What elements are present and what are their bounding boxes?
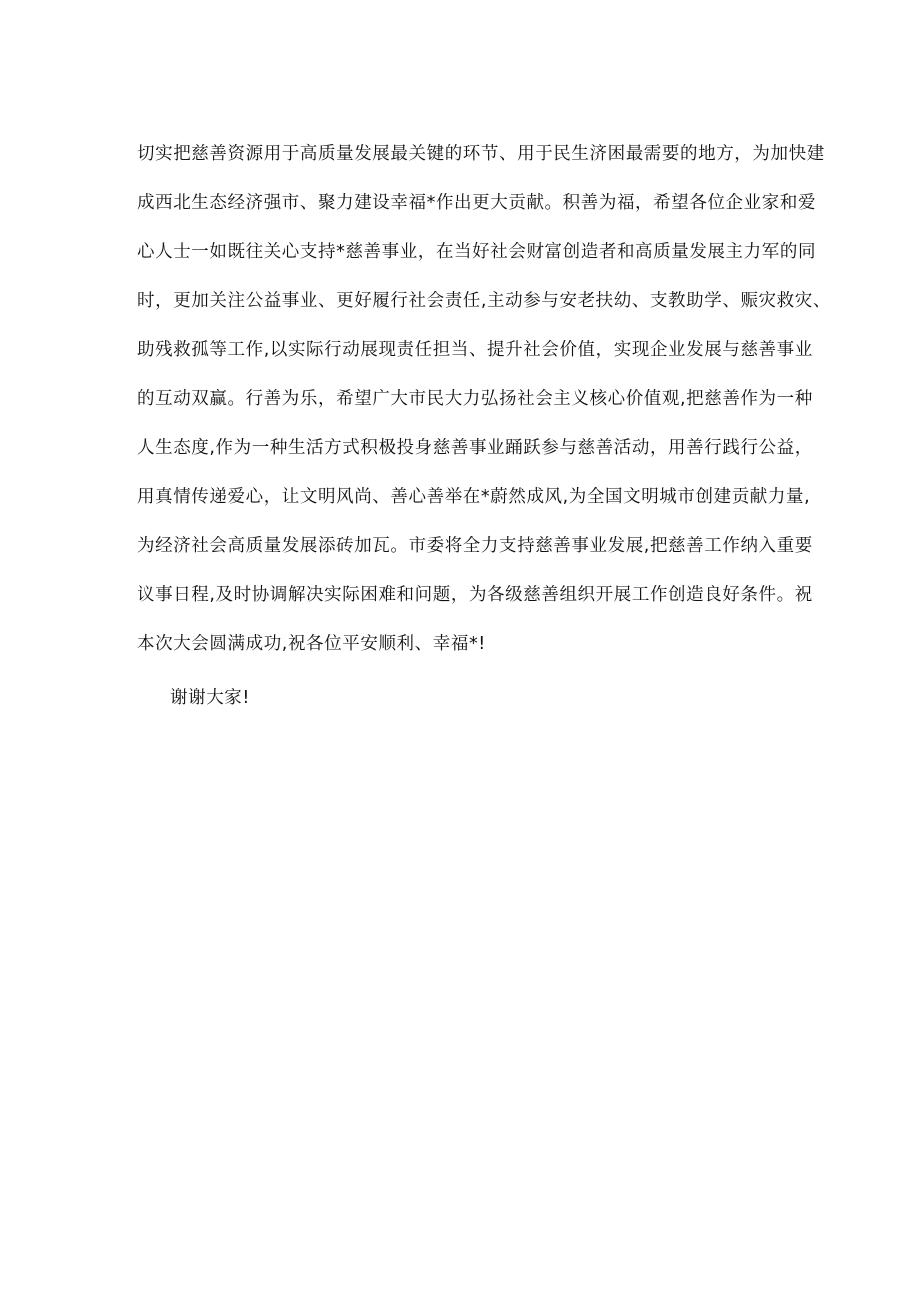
paragraph-line: 切实把慈善资源用于高质量发展最关键的环节、用于民生济困最需要的地方，为加快建 <box>137 144 825 164</box>
paragraph-line: 本次大会圆满成功,祝各位平安顺利、幸福*! <box>137 634 486 654</box>
paragraph-line: 心人士一如既往关心支持*慈善事业，在当好社会财富创造者和高质量发展主力军的同 <box>137 242 817 262</box>
paragraph-line: 用真情传递爱心，让文明风尚、善心善举在*蔚然成风,为全国文明城市创建贡献力量, <box>137 487 811 507</box>
closing-thanks: 谢谢大家! <box>170 688 251 708</box>
paragraph-line: 人生态度,作为一种生活方式积极投身慈善事业踊跃参与慈善活动，用善行践行公益， <box>137 438 813 458</box>
paragraph-line: 议事日程,及时协调解决实际困难和问题，为各级慈善组织开展工作创造良好条件。祝 <box>137 585 813 605</box>
speech-body-paragraph <box>137 137 831 676</box>
paragraph-line: 的互动双赢。行善为乐，希望广大市民大力弘扬社会主义核心价值观,把慈善作为一种 <box>137 389 813 409</box>
paragraph-line: 为经济社会高质量发展添砖加瓦。市委将全力支持慈善事业发展,把慈善工作纳入重要 <box>137 536 813 556</box>
paragraph-line: 助残救孤等工作,以实际行动展现责任担当、提升社会价值，实现企业发展与慈善事业 <box>137 340 813 360</box>
paragraph-line: 成西北生态经济强市、聚力建设幸福*作出更大贡献。积善为福，希望各位企业家和爱 <box>137 193 817 213</box>
paragraph-line: 时，更加关注公益事业、更好履行社会责任,主动参与安老扶幼、支教助学、赈灾救灾、 <box>137 291 831 311</box>
